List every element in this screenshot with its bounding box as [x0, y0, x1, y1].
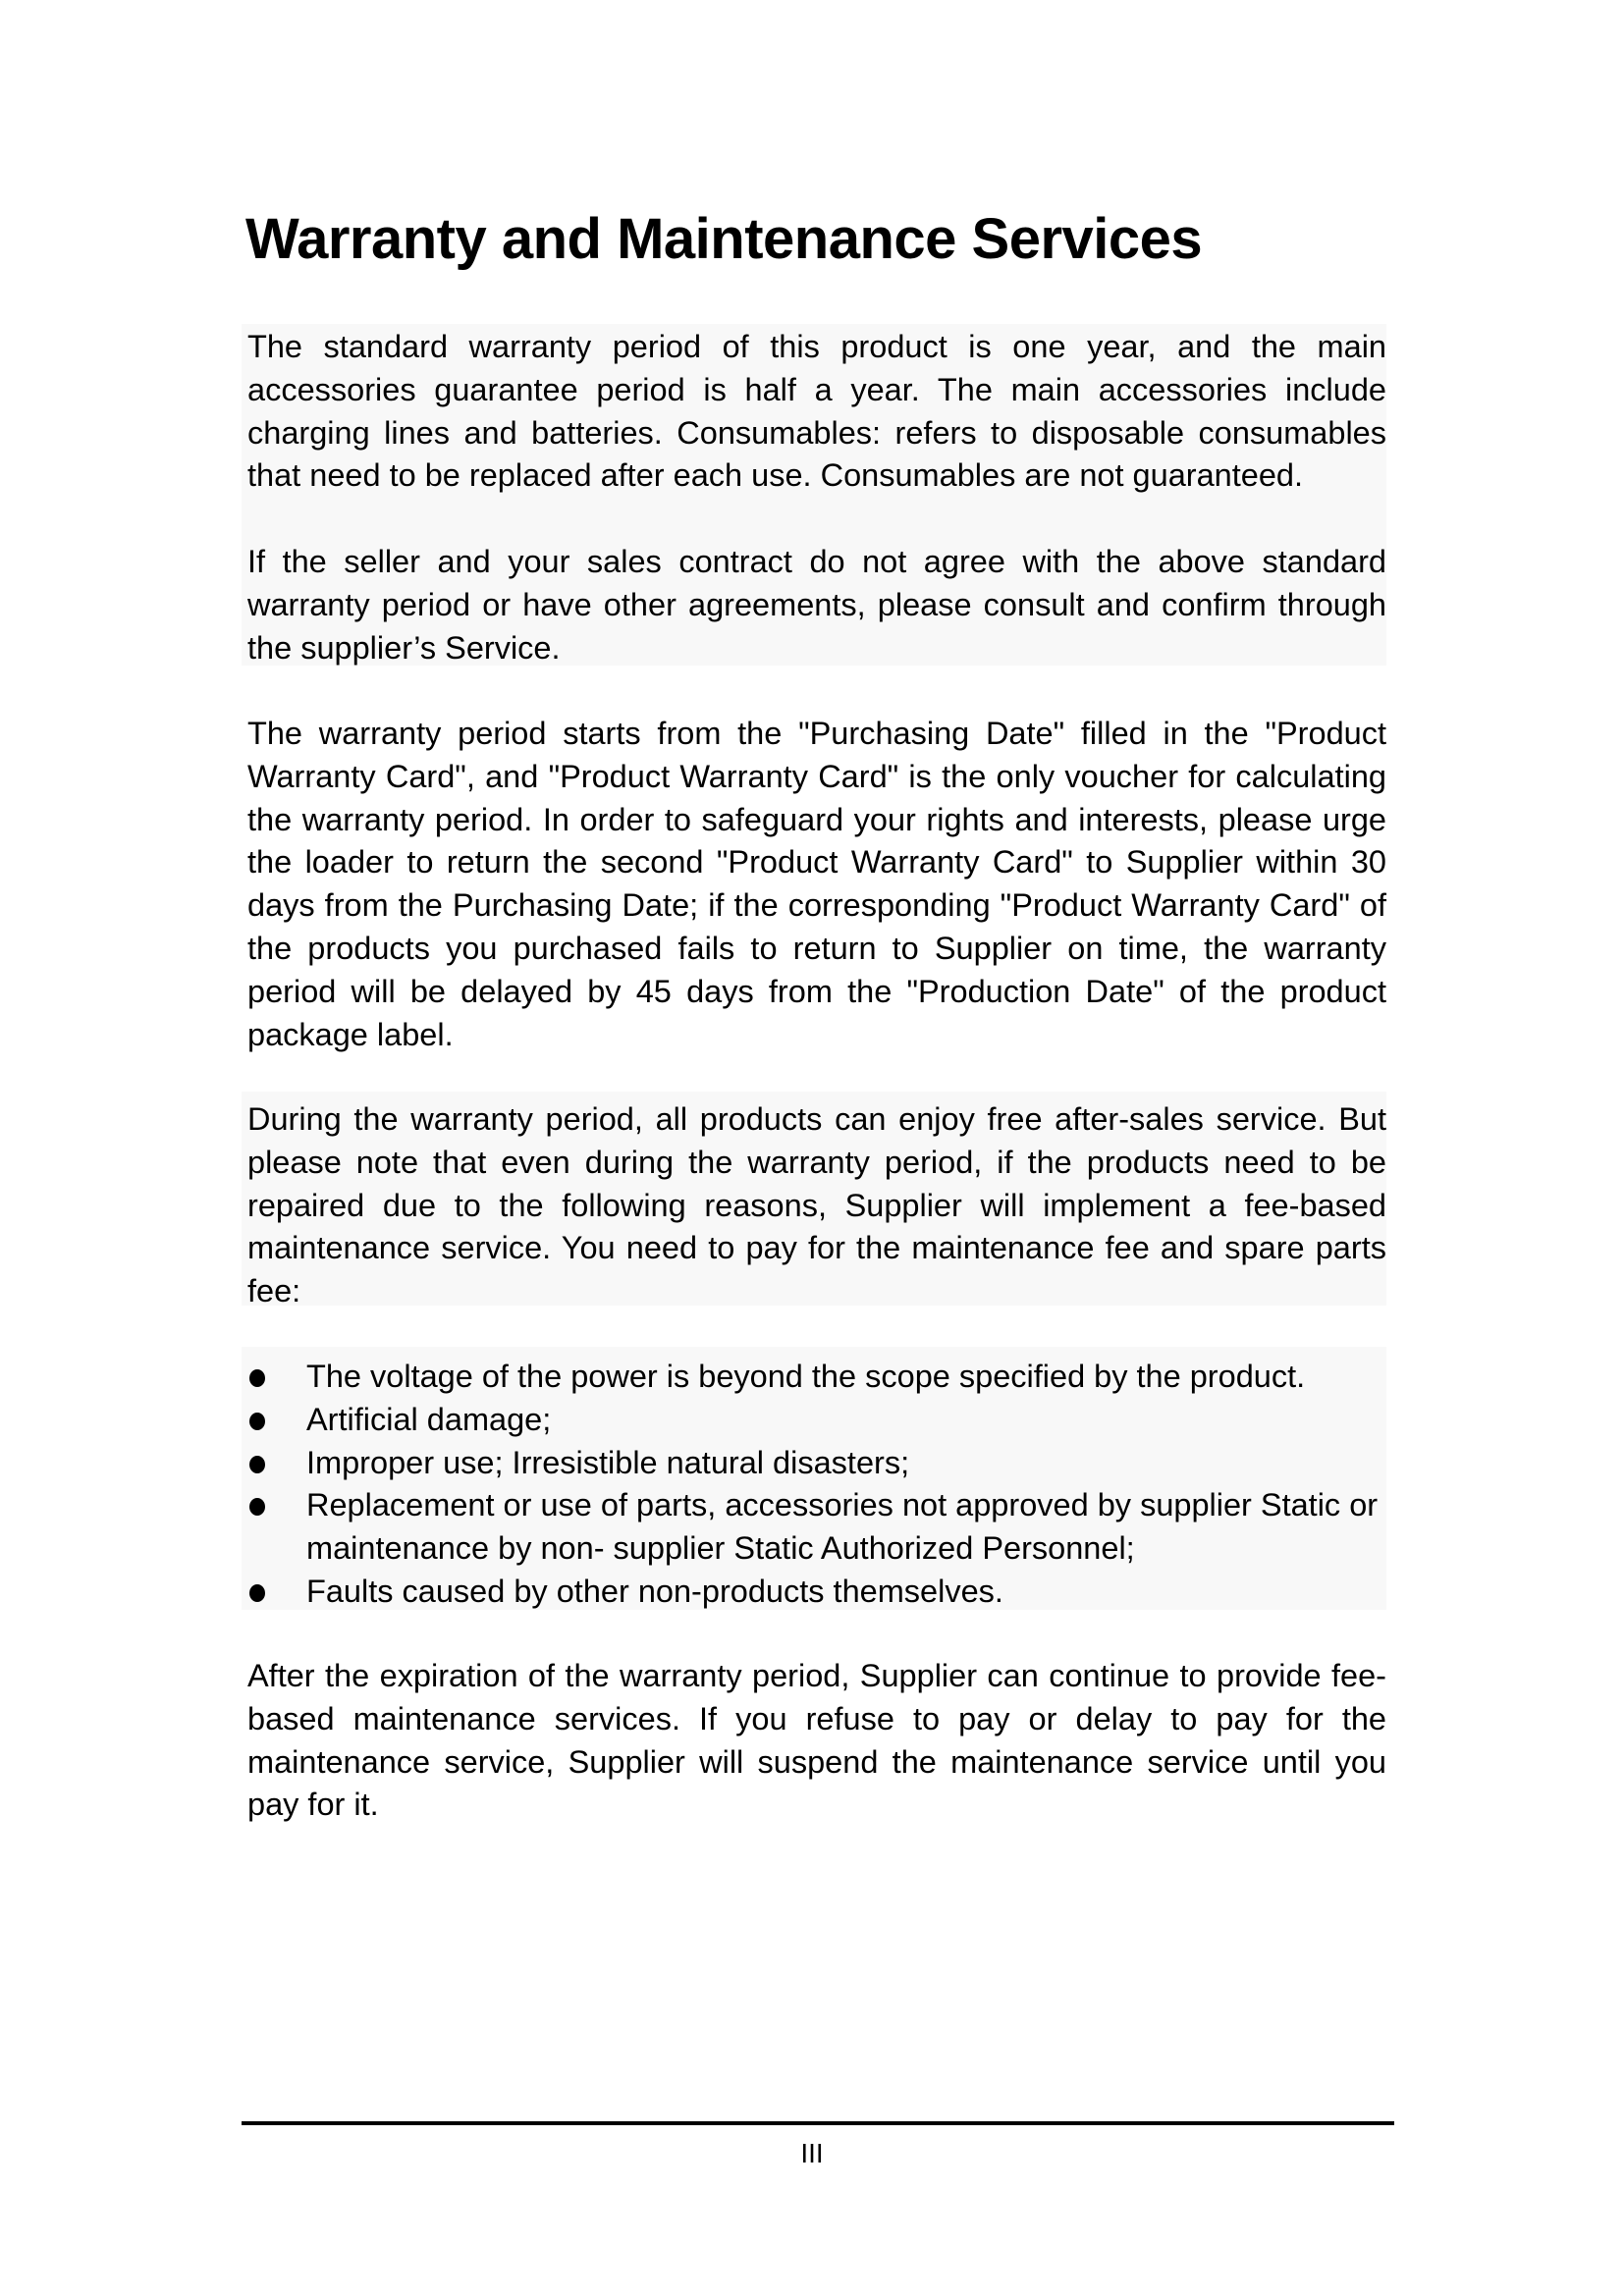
- bullet-icon: [249, 1413, 265, 1430]
- list-item-text: The voltage of the power is beyond the scope specified by the product.: [306, 1359, 1306, 1394]
- bullet-icon: [249, 1456, 265, 1473]
- paragraph-warranty-start: The warranty period starts from the "Purchasing Date" filled in the "Product Warranty Card", and "Product Warranty Card" is the only voucher for calculating the warranty period. In order to safeguard your rights and interests, please urge the loader to return the second "Product Warranty Card" to Supplier within 30 days from the Purchasing Date; if the corresponding "Product Warranty Card" of the products you purchased fails to return to Supplier on time, the warranty period will be delayed by 45 days from the "Production Date" of the product package label.: [247, 716, 1386, 1052]
- list-item: [247, 1442, 1386, 1485]
- bullet-icon: [249, 1498, 265, 1516]
- footer-divider: [242, 2121, 1394, 2125]
- paragraph-fee-based-service: During the warranty period, all products can enjoy free after-sales service. But please note that even during the warranty period, if the products need to be repaired due to the following reasons, Supplier will implement a fee-based maintenance service. You need to pay for the maintenance fee and spare parts fee:: [247, 1101, 1386, 1309]
- paragraph-after-expiration: After the expiration of the warranty period, Supplier can continue to provide fee-based maintenance services. If you refuse to pay or delay to pay for the maintenance service, Supplier will suspend the maintenance service until you pay for it.: [247, 1658, 1386, 1823]
- bullet-icon: [249, 1584, 265, 1602]
- page-title: Warranty and Maintenance Services: [245, 207, 1203, 271]
- list-item-text: Replacement or use of parts, accessories not approved by supplier Static or maintenance by non- supplier Static Authorized Personnel;: [306, 1487, 1379, 1567]
- list-item-text: Artificial damage;: [306, 1401, 552, 1437]
- paragraph-contract-agreement: If the seller and your sales contract do not agree with the above standard warranty period or have other agreements, please consult and confirm through the supplier’s Service.: [247, 544, 1386, 666]
- bullet-icon: [249, 1369, 265, 1387]
- paragraph-standard-warranty: The standard warranty period of this product is one year, and the main accessories guarantee period is half a year. The main accessories include charging lines and batteries. Consumables: refers to disposable consumables that need to be replaced after each use. Consumables are not guaranteed.: [247, 329, 1386, 494]
- fee-reasons-list: [247, 1356, 1386, 1614]
- list-item-text: Improper use; Irresistible natural disasters;: [306, 1444, 910, 1480]
- list-item: [247, 1399, 1386, 1442]
- list-item: [247, 1571, 1386, 1614]
- list-item: [247, 1356, 1386, 1399]
- page-number: III: [800, 2138, 824, 2168]
- list-item-text: Faults caused by other non-products themselves.: [306, 1573, 1003, 1609]
- list-item: [247, 1484, 1386, 1571]
